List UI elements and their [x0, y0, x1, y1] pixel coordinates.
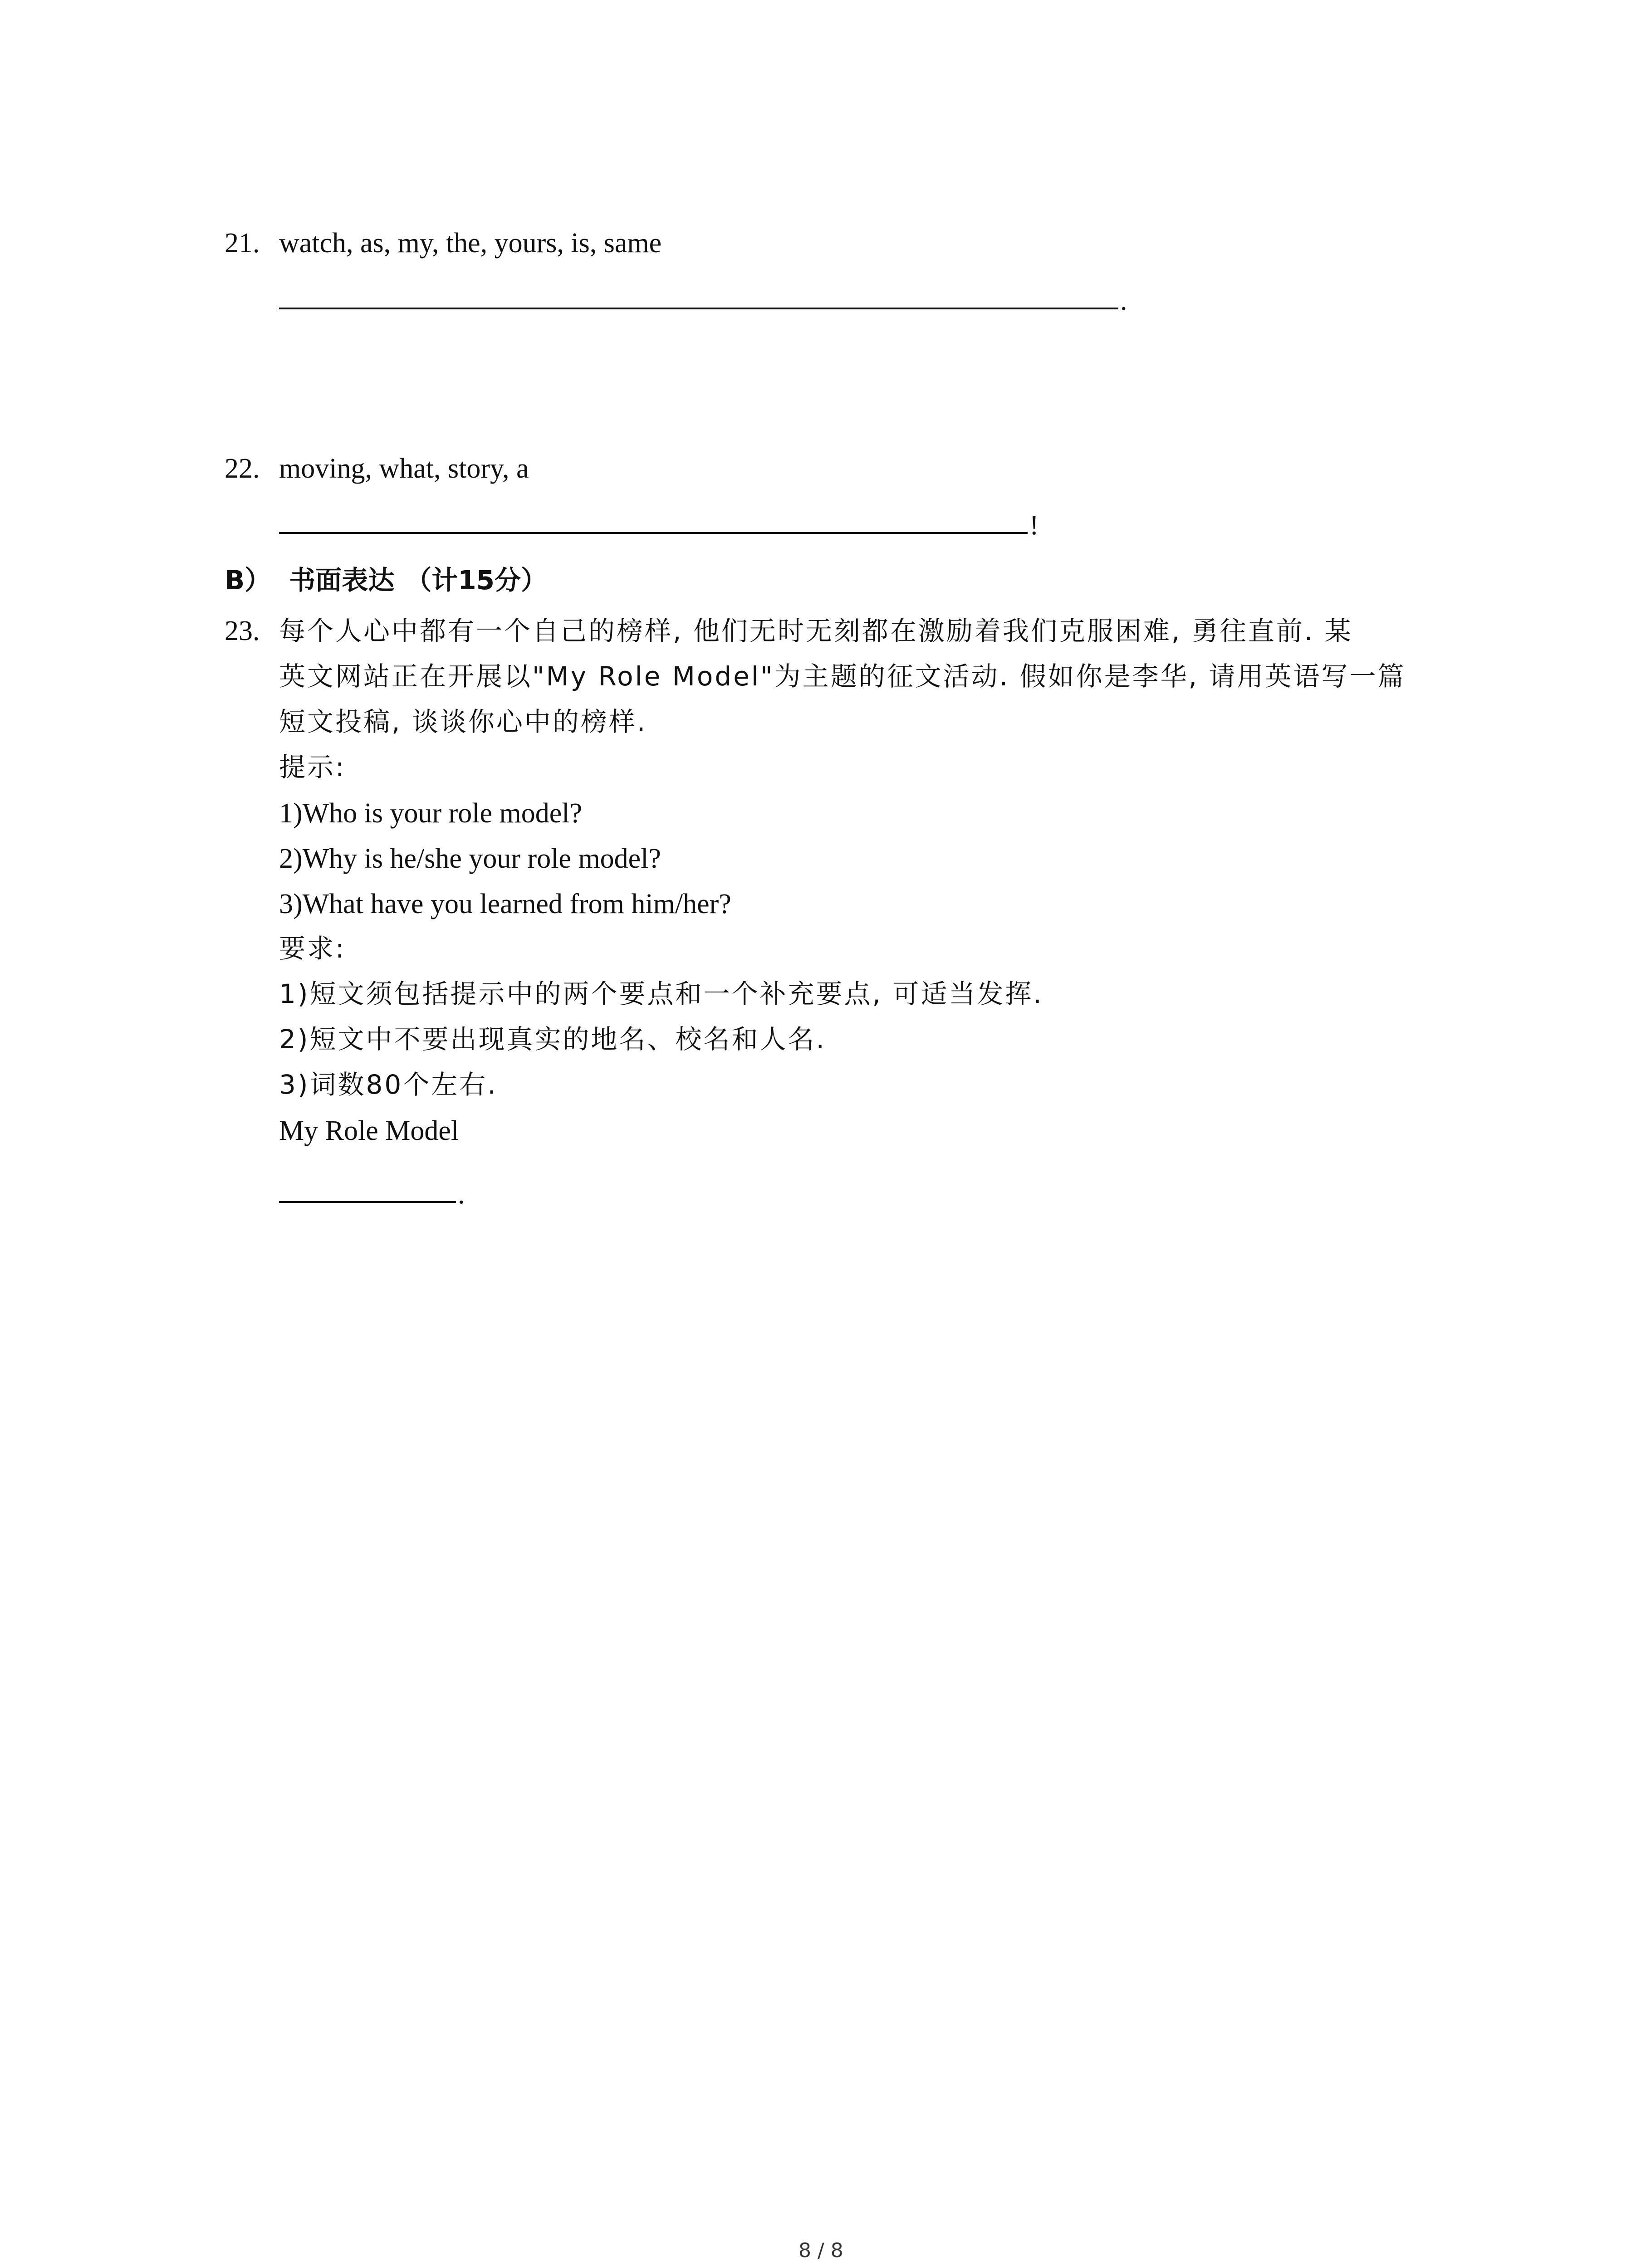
- section-label: B）: [225, 565, 271, 596]
- answer-line-21[interactable]: [279, 281, 1127, 316]
- answer-line-23[interactable]: [279, 1175, 465, 1210]
- question-21: [225, 228, 662, 259]
- question-words: watch, as, my, the, yours, is, same: [279, 228, 662, 259]
- hint-item: 3)What have you learned from him/her?: [279, 889, 731, 919]
- question-23: [225, 617, 260, 645]
- requirement-item: 2)短文中不要出现真实的地名、校名和人名.: [279, 1024, 826, 1055]
- question-words: moving, what, story, a: [279, 453, 529, 484]
- requirements-label: 要求:: [279, 933, 346, 964]
- question-number: 23.: [225, 616, 260, 646]
- question-number: 21.: [225, 228, 260, 259]
- page-indicator: 8 / 8: [798, 2239, 843, 2262]
- answer-underline[interactable]: [279, 1201, 456, 1203]
- prompt-line-1: 每个人心中都有一个自己的榜样, 他们无时无刻都在激励着我们克服困难, 勇往直前. 某: [279, 616, 1353, 646]
- prompt-line-2: 英文网站正在开展以"My Role Model"为主题的征文活动. 假如你是李华, 请用英语写一篇: [279, 661, 1406, 692]
- hint-item: 1)Who is your role model?: [279, 798, 583, 829]
- requirement-item: 1)短文须包括提示中的两个要点和一个补充要点, 可适当发挥.: [279, 978, 1043, 1009]
- essay-title: My Role Model: [279, 1115, 459, 1146]
- hints-label: 提示:: [279, 752, 346, 782]
- section-points: （计15分）: [405, 565, 547, 596]
- question-22: [225, 453, 529, 484]
- end-punctuation: .: [458, 1179, 465, 1210]
- hint-item: 2)Why is he/she your role model?: [279, 843, 661, 874]
- end-punctuation: .: [1120, 285, 1127, 316]
- section-title: 书面表达: [289, 565, 395, 596]
- answer-line-22[interactable]: [279, 506, 1039, 541]
- answer-underline[interactable]: [279, 532, 1028, 534]
- question-number: 22.: [225, 453, 260, 484]
- section-b-heading: [225, 565, 547, 596]
- requirement-item: 3)词数80个左右.: [279, 1069, 498, 1100]
- end-punctuation: !: [1029, 510, 1039, 541]
- prompt-line-3: 短文投稿, 谈谈你心中的榜样.: [279, 706, 647, 737]
- answer-underline[interactable]: [279, 308, 1118, 309]
